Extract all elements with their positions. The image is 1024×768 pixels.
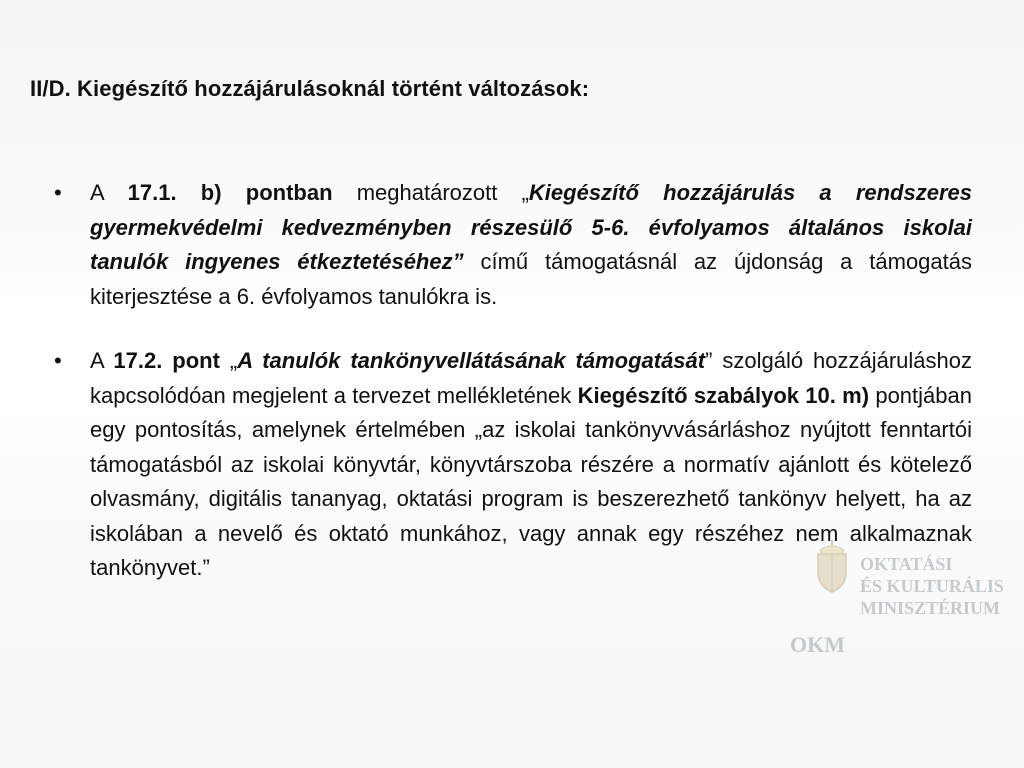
text-run-bold-italic: Kiegészítő hozzájárulás a rendszeres gyermekvédelmi kedvezményben részesülő 5-6. évfolyamos általános iskolai tanulók ingyenes étkeztetéséhez”: [90, 180, 972, 274]
bullet-text-1: [90, 176, 972, 314]
text-run: meghatározott „: [332, 180, 529, 205]
text-run: ” szolgáló hozzájáruláshoz kapcsolódóan megjelent a tervezet mellékletének: [90, 348, 973, 408]
text-run-bold-italic: A tanulók tankönyvellátásának támogatását: [237, 348, 706, 373]
text-run-bold: Kiegészítő szabályok 10. m): [577, 382, 870, 408]
text-run: A: [90, 348, 114, 373]
slide-heading: II/D. Kiegészítő hozzájárulásoknál történt változások:: [30, 76, 590, 101]
watermark-line-2: ÉS KULTURÁLIS: [860, 576, 1004, 596]
watermark-line-3: MINISZTÉRIUM: [860, 598, 1001, 618]
watermark-abbr: OKM: [790, 632, 845, 657]
text-run: A: [90, 180, 128, 205]
text-run-bold: 17.2. pont: [113, 348, 220, 373]
bullet-item-1: [54, 176, 972, 314]
bullet-marker: •: [54, 348, 62, 373]
bullet-marker: •: [54, 180, 62, 205]
text-run: című támogatásnál az újdonság a támogatás kiterjesztése a 6. évfolyamos tanulókra is.: [90, 249, 972, 309]
bullet-text-2: [90, 344, 972, 586]
bullet-item-2: [54, 344, 972, 586]
text-run-bold: 17.1. b) pontban: [127, 180, 333, 205]
text-run: „: [219, 348, 238, 373]
text-run: pontjában egy pontosítás, amelynek értelmében „az iskolai tankönyvvásárláshoz nyújtott fenntartói támogatásból az iskolai könyvtár, könyvtárszoba részére a normatív ajánlott és kötelező olvasmány, digitális tananyag, oktatási program is beszerezhető tankönyv helyett, ha az iskolában a nevelő és oktató munkához, vagy annak egy részéhez nem alkalmaznak tankönyvet.”: [90, 382, 972, 580]
bullet-list: [54, 176, 972, 616]
watermark-line-1: OKTATÁSI: [860, 554, 953, 574]
